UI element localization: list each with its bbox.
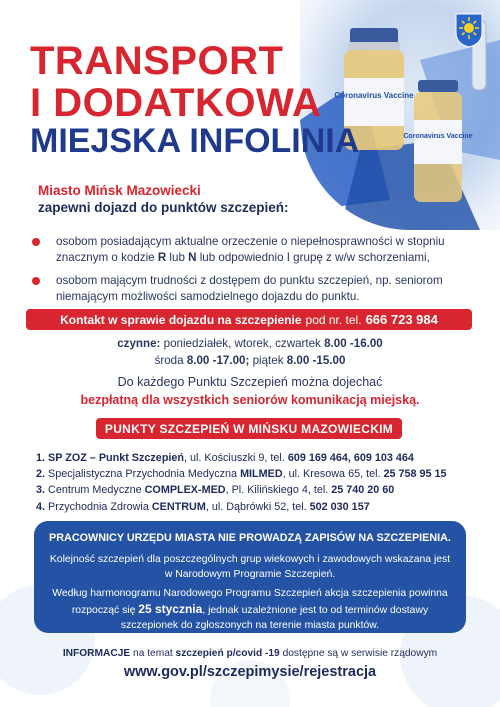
info-box-heading: PRACOWNICY URZĘDU MIASTA NIE PROWADZĄ ZAPISÓW NA SZCZEPIENIA. xyxy=(49,532,451,544)
bullet-text: osobom posiadającym aktualne orzeczenie o niepełnosprawności w stopniu znacznym o kodzie xyxy=(56,235,445,264)
info-topic: szczepień p/covid -19 xyxy=(175,648,280,659)
info-text: , jednak uzależnione jest to od terminów dostawy szczepionek do zgłoszonych na terenie miasta punktów. xyxy=(120,604,429,632)
registration-link[interactable]: www.gov.pl/szczepimysie/rejestracja xyxy=(123,664,377,680)
note-line-2: bezpłatną dla wszystkich seniorów komunikacją miejską. xyxy=(80,392,420,407)
point-name: MILMED xyxy=(240,468,283,481)
page-title xyxy=(30,40,359,160)
point-prefix: Centrum Medyczne xyxy=(48,484,145,497)
intro-lead: zapewni dojazd do punktów szczepień: xyxy=(38,200,289,215)
contact-phone[interactable]: 666 723 984 xyxy=(365,312,438,327)
city-crest-icon xyxy=(454,12,484,48)
point-address: , ul. Dąbrówki 52, tel. xyxy=(205,500,307,513)
bullet-text: lub xyxy=(166,250,189,264)
info-text: Według harmonogramu Narodowego Programu Szczepień akcja szczepienia powinna rozpocząć się xyxy=(52,587,448,616)
info-box-paragraph: Kolejność szczepień dla poszczególnych grup wiekowych i zawodowych wskazana jest w Narodowym Programie Szczepień. xyxy=(49,553,451,580)
list-item xyxy=(30,234,480,265)
title-line-3: MIEJSKA INFOLINIA xyxy=(30,122,360,160)
point-prefix: Specjalistyczna Przychodnia Medyczna xyxy=(48,468,241,481)
point-phone[interactable]: 502 030 157 xyxy=(309,500,370,513)
hours-day: środa xyxy=(154,353,184,367)
info-text: na temat xyxy=(133,648,173,659)
list-item xyxy=(36,450,476,466)
list-item xyxy=(30,273,480,304)
note-line-1: Do każdego Punktu Szczepień można dojechać xyxy=(117,375,383,389)
opening-hours xyxy=(0,336,500,370)
point-phone[interactable]: 609 169 464, 609 103 464 xyxy=(287,452,414,464)
item-number: 3. xyxy=(36,484,46,497)
points-heading: PUNKTY SZCZEPIEŃ W MIŃSKU MAZOWIECKIM xyxy=(96,418,402,439)
hours-days: poniedziałek, wtorek, czwartek xyxy=(163,337,321,350)
info-label: INFORMACJE xyxy=(62,648,131,659)
point-name: COMPLEX-MED xyxy=(144,484,226,497)
title-line-2: I DODATKOWA xyxy=(30,81,322,125)
item-number: 2. xyxy=(36,468,46,481)
point-address: , ul. Kościuszki 9, tel. xyxy=(184,452,285,464)
bullet-icon xyxy=(32,238,40,246)
title-line-1: TRANSPORT xyxy=(30,39,284,83)
eligibility-list xyxy=(30,234,480,313)
item-number: 1. xyxy=(36,452,46,464)
bullet-icon xyxy=(32,277,40,285)
item-number: 4. xyxy=(36,500,46,513)
list-item xyxy=(36,482,476,498)
start-date: 25 stycznia xyxy=(138,601,203,616)
point-address: , Pl. Kilińskiego 4, tel. xyxy=(225,484,329,497)
info-box xyxy=(34,521,466,633)
intro xyxy=(38,183,458,215)
code-n: N xyxy=(188,250,197,264)
list-item xyxy=(36,499,476,515)
point-phone[interactable]: 25 740 20 60 xyxy=(331,484,395,497)
hours-day: piątek xyxy=(252,353,284,367)
vaccination-points-list xyxy=(36,450,476,515)
point-name: CENTRUM xyxy=(151,500,206,513)
vial-label: Coronavirus Vaccine xyxy=(403,133,473,140)
bullet-text: osobom mającym trudności z dostępem do punktu szczepień, np. seniorom niemającym możliwości samodzielnego dojazdu do punktu. xyxy=(56,274,443,303)
code-r: R xyxy=(157,250,167,264)
vial-label: Coronavirus Vaccine xyxy=(334,91,414,100)
point-prefix: Przychodnia Zdrowia xyxy=(48,500,152,513)
contact-bar xyxy=(26,309,472,330)
city-name: Miasto Mińsk Mazowiecki xyxy=(38,183,201,198)
point-phone[interactable]: 25 758 95 15 xyxy=(383,468,447,481)
hours-time: 8.00 -15.00 xyxy=(286,353,346,367)
info-box-paragraph xyxy=(48,586,452,634)
contact-mid: pod nr. tel. xyxy=(305,312,362,327)
hours-time: 8.00 -16.00 xyxy=(324,337,383,350)
transport-note xyxy=(0,374,500,409)
hours-time: 8.00 -17.00; xyxy=(186,353,250,367)
bullet-text: lub odpowiednio I grupę z w/w schorzeniami, xyxy=(196,250,430,264)
list-item xyxy=(36,466,476,482)
point-address: , ul. Kresowa 65, tel. xyxy=(282,468,381,481)
contact-label: Kontakt w sprawie dojazdu na szczepienie xyxy=(60,312,302,327)
hours-label: czynne: xyxy=(117,337,161,350)
point-name: SP ZOZ – Punkt Szczepień xyxy=(48,452,185,464)
info-text: dostępne są w serwisie rządowym xyxy=(282,648,438,659)
footer-info xyxy=(0,648,500,659)
